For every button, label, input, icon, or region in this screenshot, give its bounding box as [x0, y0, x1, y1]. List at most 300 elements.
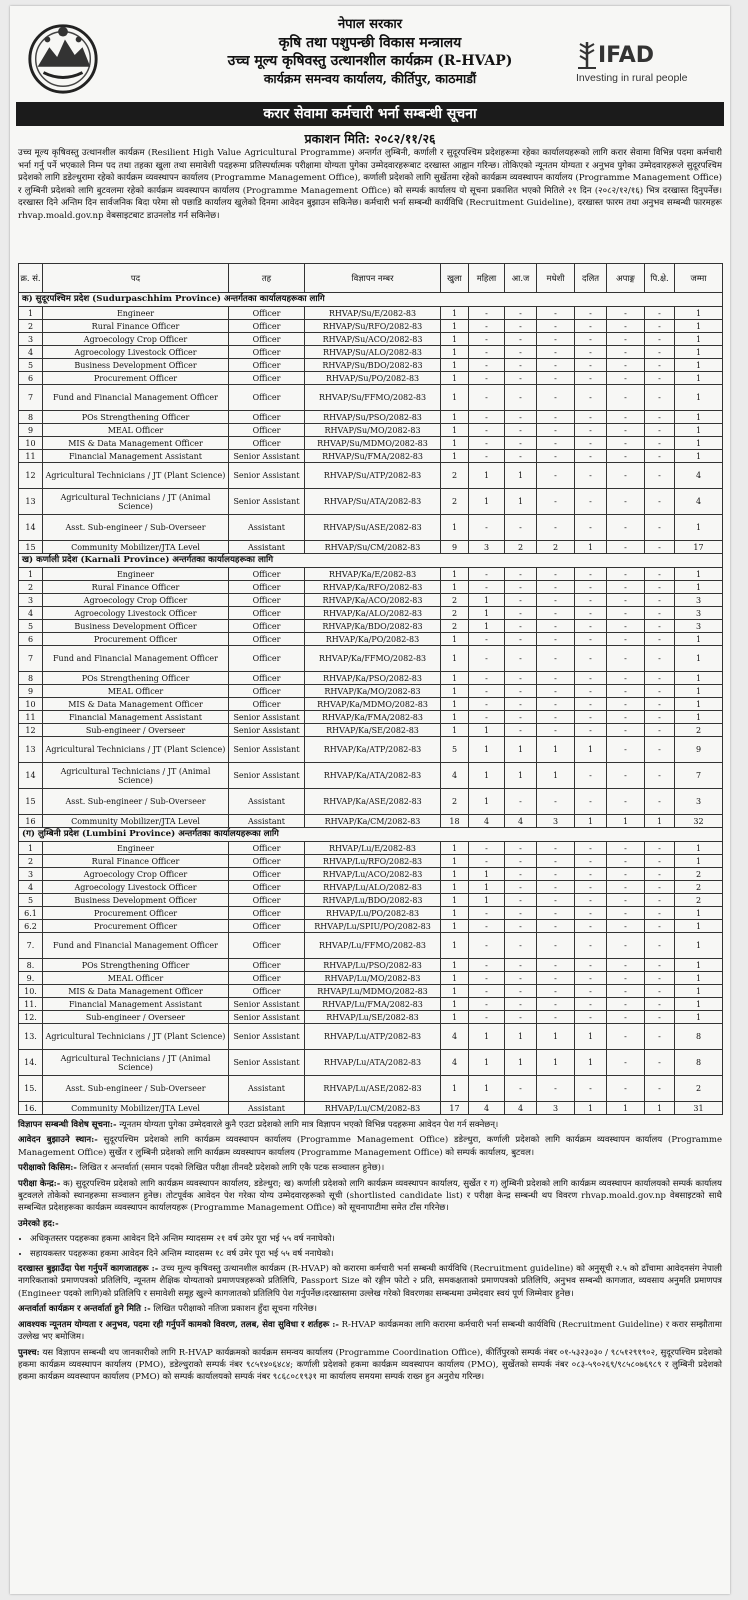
post-name: Procurement Officer: [43, 920, 229, 933]
serial-number: 11: [19, 450, 43, 463]
madhesi-count: 3: [537, 1102, 575, 1115]
advertisement-number: RHVAP/Lu/RFO/2082-83: [305, 855, 441, 868]
serial-number: 4: [19, 881, 43, 894]
advertisement-number: RHVAP/Lu/MDMO/2082-83: [305, 985, 441, 998]
aaja-count: -: [505, 359, 537, 372]
notice-banner: करार सेवामा कर्मचारी भर्ना सम्बन्धी सूचना: [16, 102, 724, 126]
disabled-count: -: [607, 450, 645, 463]
aaja-count: -: [505, 1076, 537, 1102]
table-row: [19, 881, 723, 894]
open-count: 1: [441, 568, 469, 581]
table-row: [19, 307, 723, 320]
madhesi-count: -: [537, 920, 575, 933]
table-row: [19, 868, 723, 881]
women-count: 1: [469, 463, 505, 489]
advertisement-number: RHVAP/Ka/FMA/2082-83: [305, 711, 441, 724]
serial-number: 11.: [19, 998, 43, 1011]
disabled-count: -: [607, 789, 645, 815]
backward-area-count: -: [645, 450, 675, 463]
table-row: [19, 437, 723, 450]
advertisement-number: RHVAP/Lu/PO/2082-83: [305, 907, 441, 920]
backward-area-count: -: [645, 855, 675, 868]
program-name: उच्च मूल्य कृषिवस्तु उत्थानशील कार्यक्रम (R-HVAP): [227, 53, 513, 69]
women-count: -: [469, 972, 505, 985]
aaja-count: -: [505, 450, 537, 463]
post-name: Business Development Officer: [43, 620, 229, 633]
women-count: -: [469, 933, 505, 959]
open-count: 1: [441, 372, 469, 385]
madhesi-count: -: [537, 489, 575, 515]
level: Assistant: [229, 515, 305, 541]
aaja-count: -: [505, 568, 537, 581]
advertisement-number: RHVAP/Lu/ATP/2082-83: [305, 1024, 441, 1050]
advertisement-number: RHVAP/Su/PSO/2082-83: [305, 411, 441, 424]
dalit-count: -: [575, 855, 607, 868]
table-row: [19, 737, 723, 763]
women-count: 1: [469, 489, 505, 515]
province-section-title: (ग) लुम्बिनी प्रदेश (Lumbini Province) अन्तर्गतका कार्यालयहरूका लागि: [19, 828, 723, 842]
total-count: 1: [675, 359, 723, 372]
madhesi-count: -: [537, 789, 575, 815]
column-header-open-count: खुला: [441, 264, 469, 293]
open-count: 1: [441, 959, 469, 972]
dalit-count: -: [575, 698, 607, 711]
column-header-post-name: पद: [43, 264, 229, 293]
disabled-count: -: [607, 959, 645, 972]
dalit-count: -: [575, 907, 607, 920]
level: Officer: [229, 320, 305, 333]
disabled-count: -: [607, 985, 645, 998]
women-count: 1: [469, 789, 505, 815]
backward-area-count: -: [645, 868, 675, 881]
level: Officer: [229, 985, 305, 998]
backward-area-count: -: [645, 411, 675, 424]
level: Officer: [229, 607, 305, 620]
post-name: Procurement Officer: [43, 372, 229, 385]
aaja-count: -: [505, 972, 537, 985]
post-name: Engineer: [43, 842, 229, 855]
open-count: 1: [441, 998, 469, 1011]
total-count: 1: [675, 411, 723, 424]
post-name: Fund and Financial Management Officer: [43, 385, 229, 411]
post-name: MEAL Officer: [43, 972, 229, 985]
aaja-count: -: [505, 620, 537, 633]
level: Officer: [229, 646, 305, 672]
post-name: Agroecology Crop Officer: [43, 333, 229, 346]
women-count: 4: [469, 815, 505, 828]
disabled-count: -: [607, 620, 645, 633]
backward-area-count: -: [645, 933, 675, 959]
total-count: 8: [675, 1024, 723, 1050]
disabled-count: -: [607, 868, 645, 881]
aaja-count: -: [505, 424, 537, 437]
level: Senior Assistant: [229, 489, 305, 515]
level: Officer: [229, 411, 305, 424]
post-name: POs Strengthening Officer: [43, 411, 229, 424]
advertisement-number: RHVAP/Su/ASE/2082-83: [305, 515, 441, 541]
advertisement-number: RHVAP/Ka/PSO/2082-83: [305, 672, 441, 685]
dalit-count: -: [575, 985, 607, 998]
advertisement-number: RHVAP/Lu/BDO/2082-83: [305, 894, 441, 907]
dalit-count: -: [575, 789, 607, 815]
table-row: [19, 594, 723, 607]
aaja-count: -: [505, 959, 537, 972]
advertisement-number: RHVAP/Lu/FFMO/2082-83: [305, 933, 441, 959]
madhesi-count: -: [537, 972, 575, 985]
women-count: -: [469, 307, 505, 320]
serial-number: 7.: [19, 933, 43, 959]
dalit-count: -: [575, 920, 607, 933]
post-name: Business Development Officer: [43, 359, 229, 372]
total-count: 3: [675, 594, 723, 607]
total-count: 1: [675, 568, 723, 581]
level: Senior Assistant: [229, 1050, 305, 1076]
total-count: 1: [675, 985, 723, 998]
backward-area-count: 1: [645, 815, 675, 828]
open-count: 1: [441, 320, 469, 333]
disabled-count: -: [607, 372, 645, 385]
serial-number: 1: [19, 842, 43, 855]
women-count: 1: [469, 894, 505, 907]
table-row: [19, 894, 723, 907]
post-name: Procurement Officer: [43, 633, 229, 646]
aaja-count: 1: [505, 489, 537, 515]
backward-area-count: -: [645, 424, 675, 437]
madhesi-count: -: [537, 959, 575, 972]
madhesi-count: -: [537, 842, 575, 855]
total-count: 1: [675, 424, 723, 437]
backward-area-count: -: [645, 1050, 675, 1076]
dalit-count: -: [575, 385, 607, 411]
level: Officer: [229, 959, 305, 972]
backward-area-count: -: [645, 581, 675, 594]
disabled-count: -: [607, 594, 645, 607]
total-count: 1: [675, 1011, 723, 1024]
open-count: 1: [441, 346, 469, 359]
serial-number: 8: [19, 672, 43, 685]
backward-area-count: -: [645, 515, 675, 541]
table-row: [19, 1102, 723, 1115]
aaja-count: -: [505, 581, 537, 594]
total-count: 1: [675, 450, 723, 463]
ifad-wheat-icon: [576, 40, 598, 70]
advertisement-number: RHVAP/Ka/ATA/2082-83: [305, 763, 441, 789]
dalit-count: -: [575, 620, 607, 633]
madhesi-count: 1: [537, 1050, 575, 1076]
disabled-count: -: [607, 842, 645, 855]
table-row: [19, 959, 723, 972]
women-count: 4: [469, 1102, 505, 1115]
open-count: 1: [441, 633, 469, 646]
madhesi-count: -: [537, 855, 575, 868]
column-header-advertisement-number: विज्ञापन नम्बर: [305, 264, 441, 293]
women-count: -: [469, 437, 505, 450]
women-count: 1: [469, 1076, 505, 1102]
open-count: 1: [441, 437, 469, 450]
advertisement-number: RHVAP/Su/FFMO/2082-83: [305, 385, 441, 411]
table-row: [19, 763, 723, 789]
disabled-count: -: [607, 881, 645, 894]
column-header-level: तह: [229, 264, 305, 293]
total-count: 3: [675, 789, 723, 815]
post-name: Business Development Officer: [43, 894, 229, 907]
disabled-count: -: [607, 607, 645, 620]
women-count: -: [469, 698, 505, 711]
level: Officer: [229, 385, 305, 411]
total-count: 32: [675, 815, 723, 828]
open-count: 2: [441, 489, 469, 515]
backward-area-count: -: [645, 320, 675, 333]
open-count: 1: [441, 698, 469, 711]
dalit-count: -: [575, 894, 607, 907]
exam-type: [18, 1162, 722, 1174]
disabled-count: -: [607, 333, 645, 346]
total-count: 1: [675, 933, 723, 959]
open-count: 1: [441, 646, 469, 672]
madhesi-count: -: [537, 581, 575, 594]
post-name: Financial Management Assistant: [43, 450, 229, 463]
dalit-count: -: [575, 359, 607, 372]
advertisement-number: RHVAP/Ka/ASE/2082-83: [305, 789, 441, 815]
advertisement-number: RHVAP/Ka/FFMO/2082-83: [305, 646, 441, 672]
aaja-count: -: [505, 437, 537, 450]
post-name: Agroecology Livestock Officer: [43, 346, 229, 359]
advertisement-number: RHVAP/Su/ATA/2082-83: [305, 489, 441, 515]
women-count: 1: [469, 620, 505, 633]
madhesi-count: -: [537, 450, 575, 463]
madhesi-count: -: [537, 307, 575, 320]
level: Officer: [229, 972, 305, 985]
level: Senior Assistant: [229, 998, 305, 1011]
madhesi-count: 2: [537, 541, 575, 554]
table-row: [19, 789, 723, 815]
advertisement-number: RHVAP/Ka/MO/2082-83: [305, 685, 441, 698]
madhesi-count: -: [537, 463, 575, 489]
advertisement-number: RHVAP/Lu/PSO/2082-83: [305, 959, 441, 972]
table-row: [19, 372, 723, 385]
disabled-count: -: [607, 424, 645, 437]
disabled-count: -: [607, 1076, 645, 1102]
advertisement-number: RHVAP/Su/RFO/2082-83: [305, 320, 441, 333]
total-count: 4: [675, 489, 723, 515]
disabled-count: -: [607, 920, 645, 933]
post-name: Agroecology Livestock Officer: [43, 881, 229, 894]
disabled-count: -: [607, 633, 645, 646]
madhesi-count: -: [537, 711, 575, 724]
aaja-count: -: [505, 907, 537, 920]
level: Officer: [229, 842, 305, 855]
aaja-count: -: [505, 868, 537, 881]
advertisement-number: RHVAP/Ka/SE/2082-83: [305, 724, 441, 737]
total-count: 1: [675, 998, 723, 1011]
madhesi-count: -: [537, 868, 575, 881]
backward-area-count: -: [645, 881, 675, 894]
dalit-count: -: [575, 607, 607, 620]
table-row: [19, 711, 723, 724]
madhesi-count: -: [537, 933, 575, 959]
total-count: 1: [675, 907, 723, 920]
advertisement-number: RHVAP/Ka/ACO/2082-83: [305, 594, 441, 607]
disabled-count: -: [607, 894, 645, 907]
post-name: Rural Finance Officer: [43, 581, 229, 594]
backward-area-count: -: [645, 959, 675, 972]
dalit-count: -: [575, 633, 607, 646]
table-row: [19, 607, 723, 620]
women-count: -: [469, 372, 505, 385]
advertisement-number: RHVAP/Lu/MO/2082-83: [305, 972, 441, 985]
aaja-count: -: [505, 855, 537, 868]
disabled-count: -: [607, 1024, 645, 1050]
backward-area-count: -: [645, 307, 675, 320]
madhesi-count: -: [537, 881, 575, 894]
serial-number: 12: [19, 724, 43, 737]
aaja-count: -: [505, 320, 537, 333]
table-row: [19, 1024, 723, 1050]
disabled-count: -: [607, 685, 645, 698]
disabled-count: -: [607, 489, 645, 515]
women-count: -: [469, 346, 505, 359]
government-name: नेपाल सरकार: [337, 17, 403, 32]
open-count: 1: [441, 881, 469, 894]
post-name: Agricultural Technicians / JT (Plant Science): [43, 1024, 229, 1050]
open-count: 1: [441, 333, 469, 346]
serial-number: 9.: [19, 972, 43, 985]
column-header-backward-area-count: पि.क्षे.: [645, 264, 675, 293]
serial-number: 1: [19, 568, 43, 581]
advertisement-number: RHVAP/Su/PO/2082-83: [305, 372, 441, 385]
post-name: MIS & Data Management Officer: [43, 698, 229, 711]
aaja-count: -: [505, 1011, 537, 1024]
open-count: 1: [441, 894, 469, 907]
disabled-count: -: [607, 998, 645, 1011]
disabled-count: -: [607, 672, 645, 685]
advertisement-number: RHVAP/Ka/PO/2082-83: [305, 633, 441, 646]
madhesi-count: -: [537, 633, 575, 646]
postscript-text: यस विज्ञापन सम्बन्धी थप जानकारीको लागि R-HVAP कार्यक्रमको कार्यक्रम समन्वय कार्यालय (Programme Coordination Office), कीर्तिपुरको सम्पर्क नंबर ०१-५३२३०३० / ९८५१२९१९०२, सुदूरपश्चिम प्रदेशको हकमा कार्यक्रम व्यवस्थापन कार्यालय (PMO), डडेल्धुराको सम्पर्क नंबर ९८५१४०६४८४; कर्णाली प्रदेशको हकमा कार्यक्रम व्यवस्थापन कार्यालय (PMO), सुर्खेतको सम्पर्क नंबर ०८३-५९०२६९/९८५८०७६९८९ र लुम्बिनी प्रदेशको हकमा कार्यक्रम व्यवस्थापन कार्यालय (PMO) को सम्पर्क कार्यालयको सम्पर्क नंबर ९८६८०८१९३१ मा कार्यालय समयमा सम्पर्क राख्न हुन अनुरोध गरिन्छ।: [18, 1347, 722, 1383]
women-count: -: [469, 672, 505, 685]
madhesi-count: -: [537, 411, 575, 424]
disabled-count: -: [607, 541, 645, 554]
age-limit: [18, 1218, 722, 1230]
advertisement-number: RHVAP/Lu/SPIU/PO/2082-83: [305, 920, 441, 933]
backward-area-count: -: [645, 463, 675, 489]
backward-area-count: -: [645, 607, 675, 620]
requirements: [18, 1319, 722, 1344]
advertisement-number: RHVAP/Lu/FMA/2082-83: [305, 998, 441, 1011]
post-name: Asst. Sub-engineer / Sub-Overseer: [43, 515, 229, 541]
madhesi-count: -: [537, 437, 575, 450]
header: [10, 6, 730, 102]
aaja-count: 4: [505, 815, 537, 828]
table-row: [19, 620, 723, 633]
dalit-count: -: [575, 672, 607, 685]
serial-number: 14.: [19, 1050, 43, 1076]
women-count: 1: [469, 724, 505, 737]
disabled-count: -: [607, 320, 645, 333]
aaja-count: 1: [505, 463, 537, 489]
backward-area-count: -: [645, 685, 675, 698]
post-name: Fund and Financial Management Officer: [43, 646, 229, 672]
women-count: -: [469, 855, 505, 868]
madhesi-count: -: [537, 320, 575, 333]
dalit-count: 1: [575, 1050, 607, 1076]
level: Officer: [229, 372, 305, 385]
open-count: 2: [441, 607, 469, 620]
table-row: [19, 998, 723, 1011]
post-name: Engineer: [43, 568, 229, 581]
post-name: POs Strengthening Officer: [43, 959, 229, 972]
table-row: [19, 985, 723, 998]
dalit-count: 1: [575, 1024, 607, 1050]
women-count: -: [469, 1011, 505, 1024]
women-count: 1: [469, 1024, 505, 1050]
advertisement-number: RHVAP/Ka/BDO/2082-83: [305, 620, 441, 633]
aaja-count: -: [505, 711, 537, 724]
post-name: MEAL Officer: [43, 685, 229, 698]
level: Officer: [229, 881, 305, 894]
disabled-count: -: [607, 763, 645, 789]
madhesi-count: -: [537, 698, 575, 711]
madhesi-count: -: [537, 424, 575, 437]
total-count: 1: [675, 372, 723, 385]
backward-area-count: -: [645, 646, 675, 672]
open-count: 4: [441, 763, 469, 789]
table-row: [19, 933, 723, 959]
interview-schedule-text: लिखित परीक्षाको नतिजा प्रकाशन हुँदा सूचना गरिनेछ।: [150, 1304, 317, 1315]
open-count: 1: [441, 868, 469, 881]
required-documents-text: उच्च मूल्य कृषिवस्तु उत्थानशील कार्यक्रम (R-HVAP) को करारमा कर्मचारी भर्ना सम्बन्धी कार्यविधि (Recruitment guideline) को अनुसूची २.५ को ढाँचामा आवेदनसंग नेपाली नागरिकताको प्रमाणपत्रको प्रतिलिपि, न्यूनतम शैक्षिक योग्यताको प्रमाणपत्रहरूको प्रतिलिपि, Passport Size को रङ्गीन फोटो २ प्रति, समकक्षताको प्रमाणपत्रको प्रतिलिपि, अनुभव सम्बन्धी कागजात, व्यवसाय अनुमति प्रमाणपत्र (Engineer पदको लागि)को प्रतिलिपि र समावेशी समूह खुल्ने कागजातको प्रतिलिपि पेश गर्नुपर्नेछ।दरखास्तमा उल्लेख गरेको विवरणका सम्बन्धमा उम्मेदवार स्वयं पूर्ण जिम्मेवार हुनेछ।: [18, 1264, 722, 1299]
advertisement-number: RHVAP/Ka/ATP/2082-83: [305, 737, 441, 763]
open-count: 1: [441, 581, 469, 594]
table-row: [19, 359, 723, 372]
aaja-count: -: [505, 685, 537, 698]
serial-number: 7: [19, 646, 43, 672]
disabled-count: -: [607, 855, 645, 868]
postscript-label: पुनश्च:: [18, 1347, 40, 1358]
column-header-women-count: महिला: [469, 264, 505, 293]
women-count: -: [469, 581, 505, 594]
column-header-serial-number: क्र. सं.: [19, 264, 43, 293]
aaja-count: -: [505, 998, 537, 1011]
disabled-count: -: [607, 646, 645, 672]
aaja-count: -: [505, 672, 537, 685]
post-name: Asst. Sub-engineer / Sub-Overseer: [43, 1076, 229, 1102]
total-count: 1: [675, 633, 723, 646]
post-name: Agricultural Technicians / JT (Animal Science): [43, 489, 229, 515]
publication-date: प्रकाशन मिति: २०८२/११/२६: [304, 131, 436, 146]
backward-area-count: -: [645, 763, 675, 789]
required-documents-label: दरखास्त बुझाउँदा पेश गर्नुपर्ने कागजातहरू :-: [18, 1264, 159, 1275]
interview-schedule: [18, 1303, 722, 1315]
level: Senior Assistant: [229, 450, 305, 463]
madhesi-count: -: [537, 359, 575, 372]
madhesi-count: -: [537, 1011, 575, 1024]
header-titles: [130, 16, 610, 88]
level: Officer: [229, 672, 305, 685]
serial-number: 6.2: [19, 920, 43, 933]
dalit-count: -: [575, 489, 607, 515]
women-count: -: [469, 959, 505, 972]
column-header-total-count: जम्मा: [675, 264, 723, 293]
aaja-count: 2: [505, 541, 537, 554]
women-count: 1: [469, 1050, 505, 1076]
level: Senior Assistant: [229, 724, 305, 737]
advertisement-number: RHVAP/Lu/SE/2082-83: [305, 1011, 441, 1024]
backward-area-count: -: [645, 333, 675, 346]
ifad-wordmark: IFAD: [598, 42, 654, 68]
open-count: 1: [441, 855, 469, 868]
women-count: -: [469, 842, 505, 855]
